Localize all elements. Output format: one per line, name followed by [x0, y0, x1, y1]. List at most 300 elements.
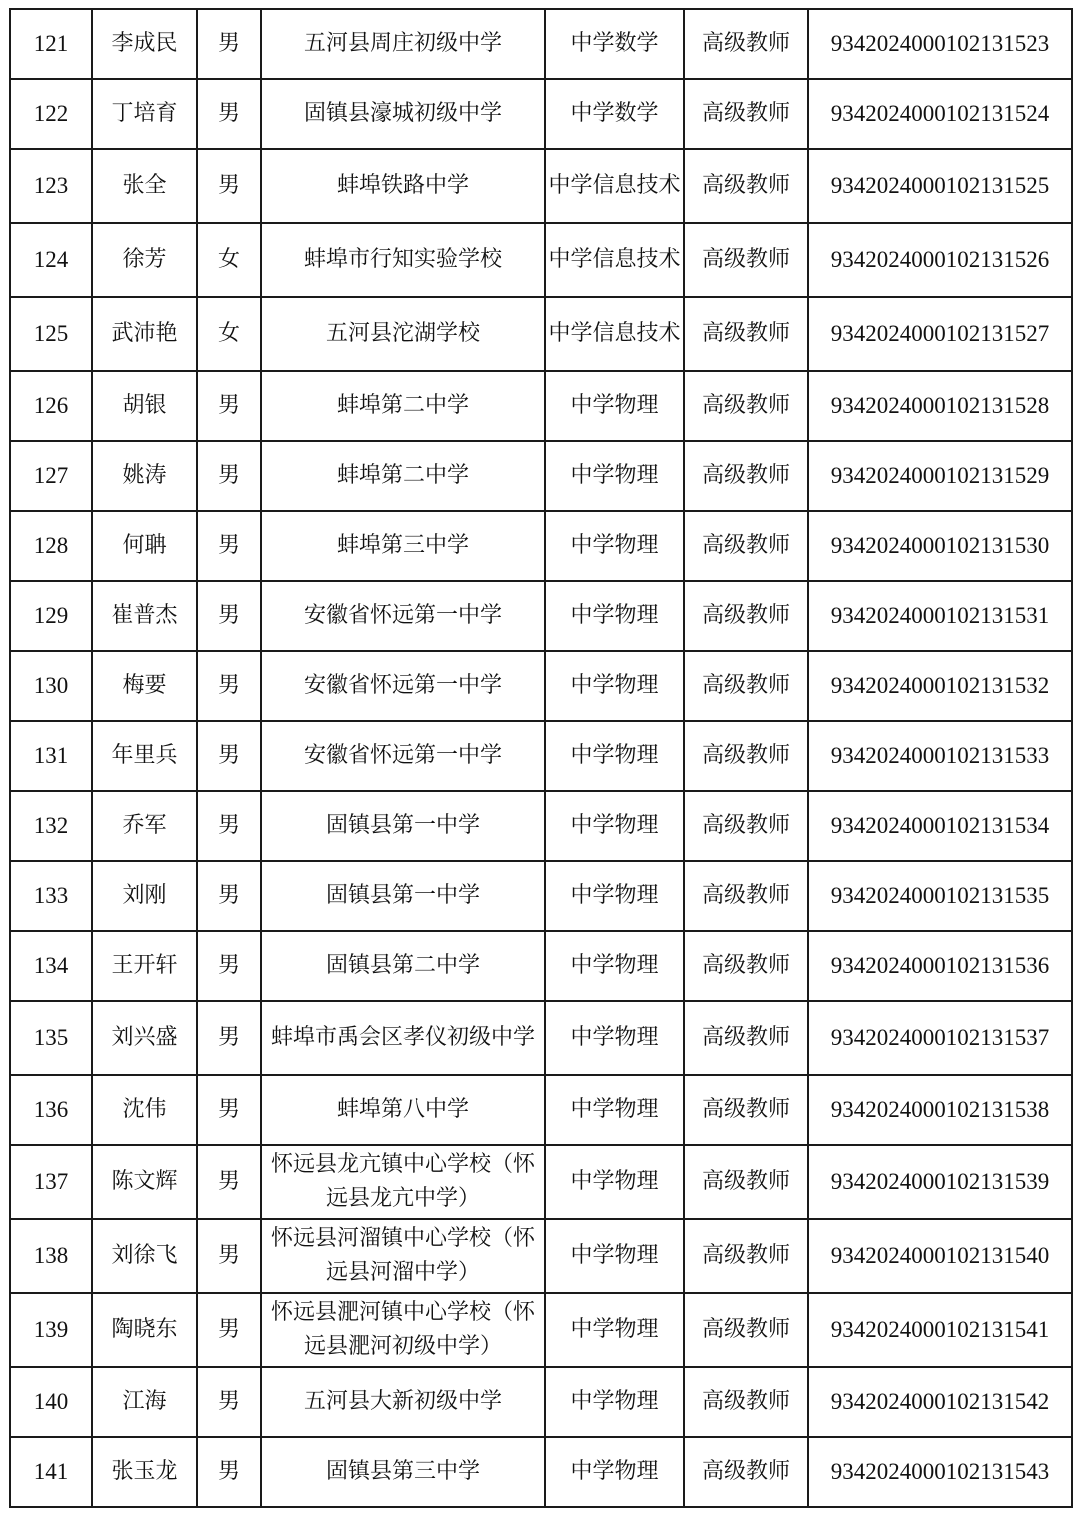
- row-number: 138: [33, 1243, 69, 1268]
- teacher-name: 年里兵: [111, 743, 178, 768]
- teacher-title: 高级教师: [701, 953, 790, 978]
- certificate-number: 9342024000102131542: [830, 1389, 1050, 1414]
- teacher-subject: 中学物理: [570, 883, 659, 908]
- teacher-subject: 中学物理: [570, 813, 659, 838]
- row-number: 123: [33, 173, 69, 198]
- row-number-cell: [10, 1437, 92, 1507]
- teacher-title: 高级教师: [701, 1169, 790, 1194]
- teacher-subject: 中学物理: [570, 1169, 659, 1194]
- teacher-subject-cell: [545, 149, 684, 223]
- certificate-number-cell: [808, 1367, 1072, 1437]
- teacher-gender: 男: [217, 393, 240, 418]
- teacher-subject-cell: [545, 1145, 684, 1219]
- teacher-gender-cell: [197, 861, 261, 931]
- teacher-name-cell: [92, 441, 197, 511]
- teacher-title: 高级教师: [701, 101, 790, 126]
- teacher-title: 高级教师: [701, 813, 790, 838]
- teacher-title-cell: [684, 9, 808, 79]
- teacher-subject-cell: [545, 371, 684, 441]
- certificate-number: 9342024000102131538: [830, 1097, 1050, 1122]
- teacher-school: 五河县周庄初级中学: [303, 31, 502, 56]
- teacher-gender: 男: [217, 1459, 240, 1484]
- teacher-gender-cell: [197, 1293, 261, 1367]
- teacher-subject: 中学物理: [570, 533, 659, 558]
- teacher-name: 刘徐飞: [111, 1243, 178, 1268]
- teacher-title-cell: [684, 651, 808, 721]
- teacher-title: 高级教师: [701, 173, 790, 198]
- teacher-subject-cell: [545, 581, 684, 651]
- teacher-name-cell: [92, 861, 197, 931]
- row-number-cell: [10, 791, 92, 861]
- certificate-number: 9342024000102131532: [830, 673, 1050, 698]
- certificate-number-cell: [808, 223, 1072, 297]
- teacher-title: 高级教师: [701, 31, 790, 56]
- teacher-title: 高级教师: [701, 1317, 790, 1342]
- teacher-gender-cell: [197, 79, 261, 149]
- teacher-gender: 女: [217, 247, 240, 272]
- row-number: 121: [33, 31, 69, 56]
- certificate-number: 9342024000102131526: [830, 247, 1050, 272]
- teacher-gender: 男: [217, 1169, 240, 1194]
- certificate-number: 9342024000102131524: [830, 101, 1050, 126]
- teacher-subject-cell: [545, 861, 684, 931]
- row-number-cell: [10, 581, 92, 651]
- teacher-gender: 男: [217, 1025, 240, 1050]
- teacher-school: 安徽省怀远第一中学: [303, 603, 502, 628]
- teacher-name-cell: [92, 149, 197, 223]
- teacher-gender-cell: [197, 511, 261, 581]
- teacher-school-cell: [261, 511, 545, 581]
- teacher-subject-cell: [545, 1293, 684, 1367]
- teacher-school: 五河县沱湖学校: [325, 321, 480, 346]
- table-row: [10, 1001, 1072, 1075]
- table-row: [10, 1145, 1072, 1219]
- row-number: 139: [33, 1317, 69, 1342]
- teacher-name-cell: [92, 1001, 197, 1075]
- row-number-cell: [10, 9, 92, 79]
- teacher-name-cell: [92, 1219, 197, 1293]
- teacher-subject: 中学物理: [570, 743, 659, 768]
- row-number-cell: [10, 1367, 92, 1437]
- certificate-number-cell: [808, 931, 1072, 1001]
- teacher-title: 高级教师: [701, 1243, 790, 1268]
- row-number: 128: [33, 533, 69, 558]
- table-row: [10, 931, 1072, 1001]
- teacher-title: 高级教师: [701, 321, 790, 346]
- teacher-school-cell: [261, 931, 545, 1001]
- teacher-name-cell: [92, 79, 197, 149]
- teacher-school-cell: [261, 149, 545, 223]
- teacher-name: 张全: [122, 173, 167, 198]
- certificate-number: 9342024000102131523: [830, 31, 1050, 56]
- teacher-name-cell: [92, 721, 197, 791]
- teacher-title-cell: [684, 79, 808, 149]
- table-row: [10, 721, 1072, 791]
- teacher-name-cell: [92, 371, 197, 441]
- certificate-number-cell: [808, 297, 1072, 371]
- teacher-name-cell: [92, 1367, 197, 1437]
- teacher-gender: 男: [217, 603, 240, 628]
- teacher-title-cell: [684, 223, 808, 297]
- teacher-subject: 中学物理: [570, 1317, 659, 1342]
- teacher-gender: 男: [217, 533, 240, 558]
- teacher-gender-cell: [197, 297, 261, 371]
- teacher-school: 蚌埠市行知实验学校: [303, 247, 502, 272]
- teacher-subject: 中学信息技术: [548, 173, 681, 198]
- teacher-school-cell: [261, 1001, 545, 1075]
- teacher-school-cell: [261, 9, 545, 79]
- teacher-subject: 中学物理: [570, 603, 659, 628]
- teacher-title: 高级教师: [701, 673, 790, 698]
- teacher-subject-cell: [545, 79, 684, 149]
- certificate-number: 9342024000102131535: [830, 883, 1050, 908]
- teacher-name-cell: [92, 511, 197, 581]
- teacher-name-cell: [92, 931, 197, 1001]
- teacher-subject-cell: [545, 223, 684, 297]
- teacher-school-cell: [261, 1437, 545, 1507]
- teacher-title-cell: [684, 721, 808, 791]
- teacher-subject: 中学物理: [570, 1243, 659, 1268]
- certificate-number: 9342024000102131534: [830, 813, 1050, 838]
- teacher-name-cell: [92, 297, 197, 371]
- teacher-title: 高级教师: [701, 533, 790, 558]
- roster-sheet: [9, 8, 1071, 1508]
- table-row: [10, 1075, 1072, 1145]
- teacher-title: 高级教师: [701, 247, 790, 272]
- row-number-cell: [10, 651, 92, 721]
- teacher-subject: 中学物理: [570, 1389, 659, 1414]
- teacher-subject: 中学物理: [570, 1097, 659, 1122]
- teacher-school-cell: [261, 651, 545, 721]
- certificate-number: 9342024000102131533: [830, 743, 1050, 768]
- teacher-school: 蚌埠铁路中学: [336, 173, 469, 198]
- certificate-number: 9342024000102131525: [830, 173, 1050, 198]
- teacher-gender: 男: [217, 1097, 240, 1122]
- certificate-number: 9342024000102131528: [830, 393, 1050, 418]
- teacher-name-cell: [92, 581, 197, 651]
- teacher-title-cell: [684, 441, 808, 511]
- teacher-title-cell: [684, 297, 808, 371]
- row-number-cell: [10, 441, 92, 511]
- certificate-number: 9342024000102131536: [830, 953, 1050, 978]
- teacher-gender-cell: [197, 1219, 261, 1293]
- teacher-name: 陈文辉: [111, 1169, 178, 1194]
- teacher-title-cell: [684, 861, 808, 931]
- teacher-subject-cell: [545, 1367, 684, 1437]
- teacher-gender: 男: [217, 673, 240, 698]
- teacher-gender-cell: [197, 1367, 261, 1437]
- teacher-school: 怀远县龙亢镇中心学校（怀远县龙亢中学）: [270, 1152, 535, 1211]
- teacher-school-cell: [261, 441, 545, 511]
- teacher-school: 固镇县第三中学: [325, 1459, 480, 1484]
- teacher-gender-cell: [197, 441, 261, 511]
- teacher-subject: 中学物理: [570, 1459, 659, 1484]
- row-number: 140: [33, 1389, 69, 1414]
- certificate-number: 9342024000102131537: [830, 1025, 1050, 1050]
- teacher-school-cell: [261, 581, 545, 651]
- certificate-number-cell: [808, 861, 1072, 931]
- teacher-subject-cell: [545, 511, 684, 581]
- teacher-title: 高级教师: [701, 603, 790, 628]
- teacher-school-cell: [261, 1145, 545, 1219]
- teacher-gender: 男: [217, 1243, 240, 1268]
- teacher-name-cell: [92, 1293, 197, 1367]
- teacher-title-cell: [684, 1367, 808, 1437]
- teacher-gender-cell: [197, 1075, 261, 1145]
- teacher-name: 陶晓东: [111, 1317, 178, 1342]
- teacher-subject-cell: [545, 1437, 684, 1507]
- teacher-school: 蚌埠第三中学: [336, 533, 469, 558]
- teacher-school: 五河县大新初级中学: [303, 1389, 502, 1414]
- teacher-subject: 中学数学: [570, 31, 659, 56]
- table-row: [10, 441, 1072, 511]
- row-number: 141: [33, 1459, 69, 1484]
- teacher-gender: 男: [217, 1317, 240, 1342]
- teacher-gender: 男: [217, 31, 240, 56]
- teacher-gender-cell: [197, 931, 261, 1001]
- teacher-school: 安徽省怀远第一中学: [303, 673, 502, 698]
- teacher-gender: 男: [217, 813, 240, 838]
- teacher-title-cell: [684, 149, 808, 223]
- table-row: [10, 223, 1072, 297]
- certificate-number-cell: [808, 1075, 1072, 1145]
- teacher-school-cell: [261, 223, 545, 297]
- teacher-gender-cell: [197, 1145, 261, 1219]
- teacher-name: 张玉龙: [111, 1459, 178, 1484]
- teacher-name: 江海: [122, 1389, 167, 1414]
- teacher-subject: 中学信息技术: [548, 247, 681, 272]
- teacher-school: 固镇县第一中学: [325, 883, 480, 908]
- table-row: [10, 297, 1072, 371]
- teacher-name: 姚涛: [122, 463, 167, 488]
- row-number-cell: [10, 297, 92, 371]
- teacher-title-cell: [684, 1219, 808, 1293]
- teacher-name: 刘兴盛: [111, 1025, 178, 1050]
- teacher-subject-cell: [545, 297, 684, 371]
- certificate-number-cell: [808, 651, 1072, 721]
- teacher-title-cell: [684, 791, 808, 861]
- row-number: 137: [33, 1169, 69, 1194]
- teacher-title-cell: [684, 1001, 808, 1075]
- table-row: [10, 791, 1072, 861]
- teacher-title-cell: [684, 1437, 808, 1507]
- row-number: 122: [33, 101, 69, 126]
- teacher-name: 李成民: [111, 31, 178, 56]
- certificate-number-cell: [808, 1145, 1072, 1219]
- teacher-subject-cell: [545, 441, 684, 511]
- certificate-number-cell: [808, 721, 1072, 791]
- table-row: [10, 79, 1072, 149]
- table-row: [10, 1219, 1072, 1293]
- teacher-name: 梅要: [122, 673, 167, 698]
- teacher-subject: 中学物理: [570, 463, 659, 488]
- teacher-school: 固镇县第一中学: [325, 813, 480, 838]
- teacher-name: 沈伟: [122, 1097, 167, 1122]
- row-number: 125: [33, 321, 69, 346]
- row-number: 130: [33, 673, 69, 698]
- teacher-subject-cell: [545, 721, 684, 791]
- row-number-cell: [10, 1001, 92, 1075]
- teacher-gender-cell: [197, 9, 261, 79]
- teacher-title-cell: [684, 1145, 808, 1219]
- teacher-school: 蚌埠第八中学: [336, 1097, 469, 1122]
- teacher-title: 高级教师: [701, 1025, 790, 1050]
- row-number: 133: [33, 883, 69, 908]
- teacher-subject: 中学物理: [570, 673, 659, 698]
- teacher-subject-cell: [545, 1001, 684, 1075]
- teacher-school: 怀远县河溜镇中心学校（怀远县河溜中学）: [270, 1226, 535, 1285]
- teacher-school-cell: [261, 1219, 545, 1293]
- certificate-number-cell: [808, 791, 1072, 861]
- teacher-gender-cell: [197, 581, 261, 651]
- teacher-school-cell: [261, 791, 545, 861]
- table-row: [10, 861, 1072, 931]
- certificate-number-cell: [808, 1437, 1072, 1507]
- teacher-gender-cell: [197, 371, 261, 441]
- teacher-school: 蚌埠第二中学: [336, 463, 469, 488]
- certificate-number: 9342024000102131531: [830, 603, 1050, 628]
- teacher-name-cell: [92, 651, 197, 721]
- teacher-title-cell: [684, 1293, 808, 1367]
- certificate-number-cell: [808, 1293, 1072, 1367]
- teacher-name: 何聃: [122, 533, 167, 558]
- teacher-name-cell: [92, 1437, 197, 1507]
- teacher-subject: 中学信息技术: [548, 321, 681, 346]
- teacher-gender: 男: [217, 743, 240, 768]
- teacher-gender: 男: [217, 173, 240, 198]
- table-row: [10, 651, 1072, 721]
- teacher-subject-cell: [545, 931, 684, 1001]
- teacher-name: 丁培育: [111, 101, 178, 126]
- row-number-cell: [10, 1293, 92, 1367]
- teacher-name: 徐芳: [122, 247, 167, 272]
- row-number: 136: [33, 1097, 69, 1122]
- teacher-name: 乔军: [122, 813, 167, 838]
- teacher-subject-cell: [545, 1075, 684, 1145]
- certificate-number: 9342024000102131527: [830, 321, 1050, 346]
- table-row: [10, 1367, 1072, 1437]
- teacher-name: 王开轩: [111, 953, 178, 978]
- row-number-cell: [10, 223, 92, 297]
- row-number-cell: [10, 149, 92, 223]
- teacher-name-cell: [92, 1145, 197, 1219]
- teacher-school-cell: [261, 861, 545, 931]
- table-row: [10, 581, 1072, 651]
- teacher-school-cell: [261, 721, 545, 791]
- teacher-title: 高级教师: [701, 883, 790, 908]
- teacher-name: 武沛艳: [111, 321, 178, 346]
- table-row: [10, 511, 1072, 581]
- teacher-subject: 中学物理: [570, 393, 659, 418]
- row-number-cell: [10, 861, 92, 931]
- teacher-school-cell: [261, 1367, 545, 1437]
- table-row: [10, 1437, 1072, 1507]
- certificate-number-cell: [808, 581, 1072, 651]
- teacher-gender-cell: [197, 223, 261, 297]
- teacher-roster-table: [9, 8, 1073, 1508]
- teacher-subject-cell: [545, 1219, 684, 1293]
- teacher-school: 固镇县濠城初级中学: [303, 101, 502, 126]
- teacher-title: 高级教师: [701, 1097, 790, 1122]
- teacher-name-cell: [92, 9, 197, 79]
- teacher-gender-cell: [197, 651, 261, 721]
- teacher-school-cell: [261, 371, 545, 441]
- certificate-number-cell: [808, 371, 1072, 441]
- teacher-name: 胡银: [122, 393, 167, 418]
- row-number-cell: [10, 1075, 92, 1145]
- teacher-subject-cell: [545, 651, 684, 721]
- row-number: 129: [33, 603, 69, 628]
- teacher-title: 高级教师: [701, 463, 790, 488]
- teacher-name-cell: [92, 223, 197, 297]
- teacher-title-cell: [684, 371, 808, 441]
- teacher-school: 蚌埠第二中学: [336, 393, 469, 418]
- certificate-number-cell: [808, 9, 1072, 79]
- teacher-gender-cell: [197, 1001, 261, 1075]
- teacher-title-cell: [684, 511, 808, 581]
- teacher-gender: 男: [217, 883, 240, 908]
- teacher-title: 高级教师: [701, 1459, 790, 1484]
- teacher-subject: 中学物理: [570, 953, 659, 978]
- teacher-title-cell: [684, 1075, 808, 1145]
- teacher-gender: 男: [217, 1389, 240, 1414]
- row-number-cell: [10, 371, 92, 441]
- row-number: 124: [33, 247, 69, 272]
- row-number-cell: [10, 721, 92, 791]
- certificate-number: 9342024000102131529: [830, 463, 1050, 488]
- certificate-number-cell: [808, 149, 1072, 223]
- teacher-title-cell: [684, 931, 808, 1001]
- teacher-school: 怀远县淝河镇中心学校（怀远县淝河初级中学）: [270, 1300, 535, 1359]
- teacher-gender: 男: [217, 101, 240, 126]
- row-number-cell: [10, 931, 92, 1001]
- teacher-school-cell: [261, 1075, 545, 1145]
- certificate-number: 9342024000102131543: [830, 1459, 1050, 1484]
- certificate-number: 9342024000102131530: [830, 533, 1050, 558]
- teacher-school-cell: [261, 79, 545, 149]
- teacher-subject: 中学物理: [570, 1025, 659, 1050]
- teacher-title: 高级教师: [701, 743, 790, 768]
- row-number: 135: [33, 1025, 69, 1050]
- teacher-gender: 男: [217, 463, 240, 488]
- teacher-school: 安徽省怀远第一中学: [303, 743, 502, 768]
- row-number: 126: [33, 393, 69, 418]
- teacher-name-cell: [92, 1075, 197, 1145]
- table-row: [10, 9, 1072, 79]
- table-row: [10, 149, 1072, 223]
- teacher-name: 刘刚: [122, 883, 167, 908]
- teacher-gender-cell: [197, 791, 261, 861]
- teacher-title: 高级教师: [701, 393, 790, 418]
- teacher-name: 崔普杰: [111, 603, 178, 628]
- roster-body: [10, 9, 1072, 1507]
- row-number: 132: [33, 813, 69, 838]
- teacher-school: 固镇县第二中学: [325, 953, 480, 978]
- certificate-number-cell: [808, 511, 1072, 581]
- teacher-title: 高级教师: [701, 1389, 790, 1414]
- teacher-gender: 男: [217, 953, 240, 978]
- row-number: 134: [33, 953, 69, 978]
- teacher-school-cell: [261, 1293, 545, 1367]
- certificate-number: 9342024000102131541: [830, 1317, 1050, 1342]
- row-number: 131: [33, 743, 69, 768]
- teacher-gender-cell: [197, 721, 261, 791]
- row-number: 127: [33, 463, 69, 488]
- teacher-gender-cell: [197, 149, 261, 223]
- teacher-gender-cell: [197, 1437, 261, 1507]
- teacher-school-cell: [261, 297, 545, 371]
- teacher-title-cell: [684, 581, 808, 651]
